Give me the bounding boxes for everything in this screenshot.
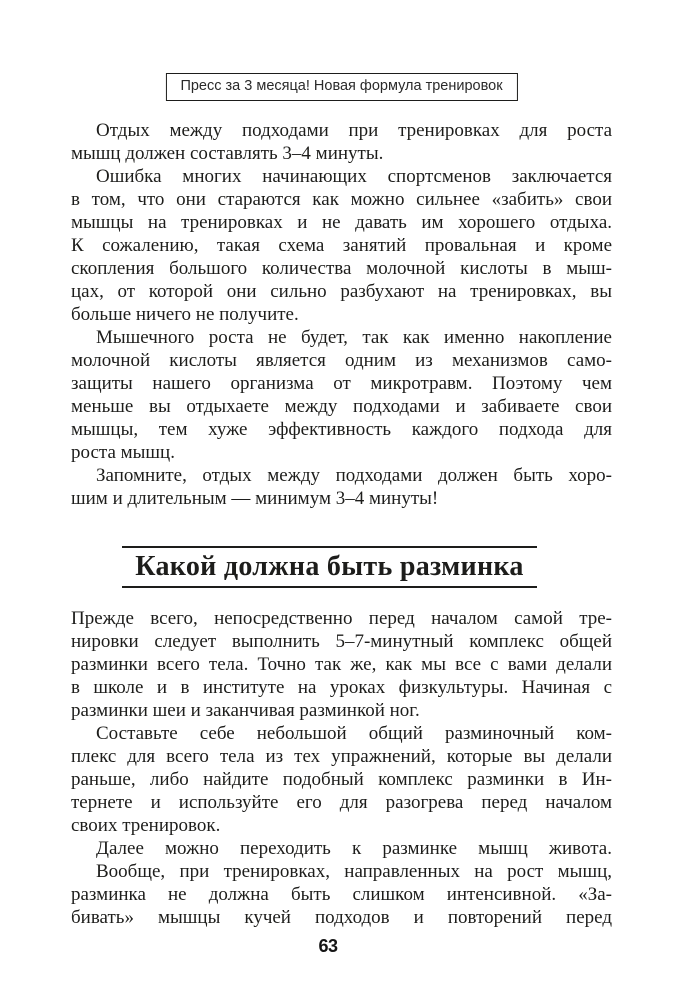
paragraph [71, 464, 612, 510]
text-line: меньше вы отдыхаете между подходами и забиваете свои [71, 396, 612, 417]
paragraph [71, 837, 612, 860]
text-line: Далее можно переходить к разминке мышц живота. [96, 838, 612, 859]
running-header-title: Пресс за 3 месяца! Новая формула тренировок [180, 78, 503, 94]
text-line: Составьте себе небольшой общий разминочный ком- [96, 723, 612, 744]
text-line: защиты нашего организма от микротравм. Поэтому чем [71, 373, 612, 394]
text-line: разминки всего тела. Точно так же, как мы все с вами делали [71, 654, 612, 675]
text-line: Ошибка многих начинающих спортсменов заключается [96, 166, 612, 187]
text-line: мышцы на тренировках и не давать им хорошего отдыха. [71, 212, 612, 233]
text-line: разминка не должна быть слишком интенсивной. «За- [71, 884, 612, 905]
paragraph [71, 119, 612, 165]
text-line: Мышечного роста не будет, так как именно накопление [96, 327, 612, 348]
text-line: цах, от которой они сильно разбухают на тренировках, вы [71, 281, 612, 302]
text-line: своих тренировок. [71, 815, 221, 836]
paragraph [71, 860, 612, 929]
text-line: нировки следует выполнить 5–7-минутный комплекс общей [71, 631, 612, 652]
text-line: Отдых между подходами при тренировках для роста [96, 120, 612, 141]
text-line: Запомните, отдых между подходами должен быть хоро- [96, 465, 612, 486]
text-line: молочной кислоты является одним из механизмов само- [71, 350, 612, 371]
text-line: бивать» мышцы кучей подходов и повторений перед [71, 907, 612, 928]
text-line: К сожалению, такая схема занятий провальная и кроме [71, 235, 612, 256]
text-line: раньше, либо найдите подобный комплекс разминки в Ин- [71, 769, 612, 790]
text-line: мышцы, тем хуже эффективность каждого подхода для [71, 419, 612, 440]
text-line: Вообще, при тренировках, направленных на рост мышц, [96, 861, 612, 882]
section-heading: Какой должна быть разминка [122, 546, 537, 588]
text-line: разминки шеи и заканчивая разминкой ног. [71, 700, 420, 721]
text-line: Прежде всего, непосредственно перед началом самой тре- [71, 608, 612, 629]
text-line: тернете и используйте его для разогрева перед началом [71, 792, 612, 813]
text-line: плекс для всего тела из тех упражнений, которые вы делали [71, 746, 612, 767]
text-line: мышц должен составлять 3–4 минуты. [71, 143, 384, 164]
text-line: роста мышц. [71, 442, 175, 463]
text-line: шим и длительным — минимум 3–4 минуты! [71, 488, 439, 509]
paragraph [71, 607, 612, 722]
text-line: в том, что они стараются как можно сильнее «забить» свои [71, 189, 612, 210]
page-body [71, 119, 612, 929]
paragraph [71, 326, 612, 464]
text-line: в школе и в институте на уроках физкультуры. Начиная с [71, 677, 612, 698]
text-line: скопления большого количества молочной кислоты в мыш- [71, 258, 612, 279]
paragraph [71, 722, 612, 837]
page-number: 63 [318, 936, 338, 956]
text-line: больше ничего не получите. [71, 304, 299, 325]
running-header [165, 73, 517, 101]
paragraph [71, 165, 612, 326]
